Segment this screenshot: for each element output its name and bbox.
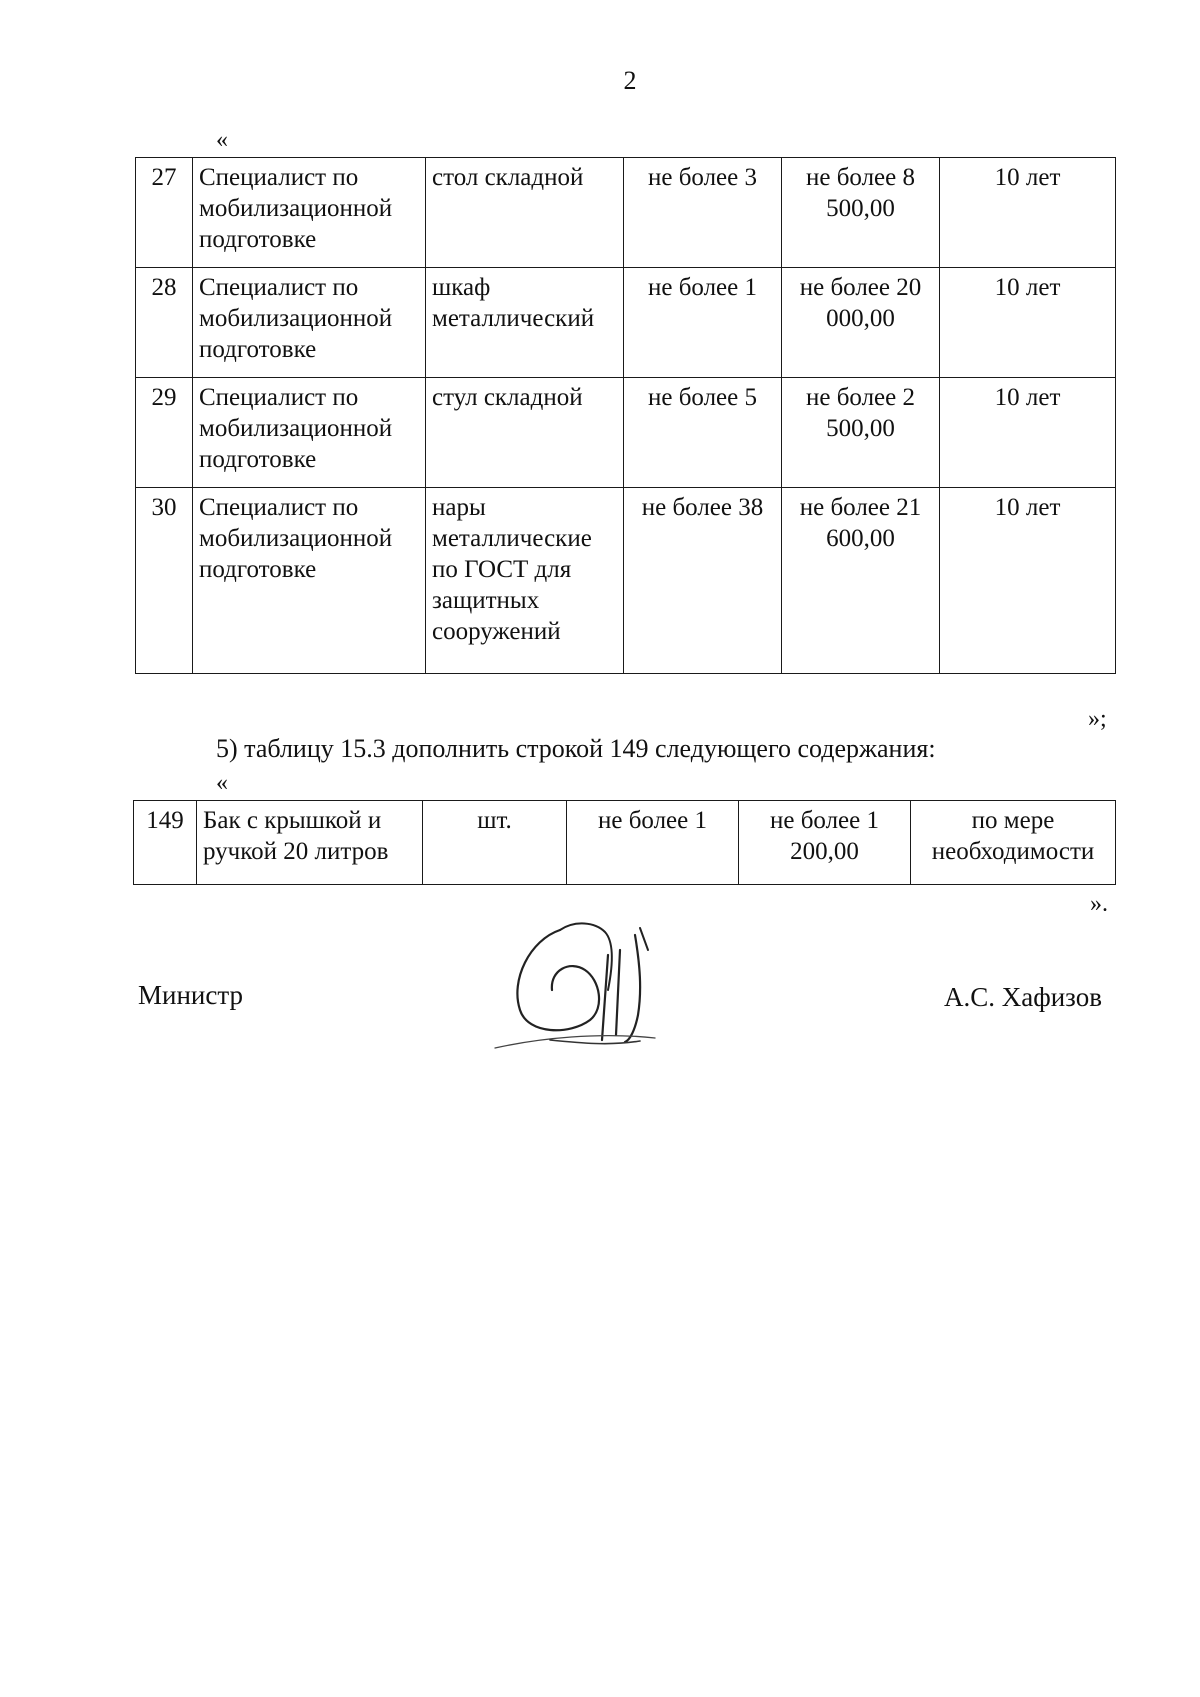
price-cell: не более 2 500,00 [782,378,940,488]
row-number: 149 [134,801,197,885]
closing-quote-mark: ». [1090,891,1108,917]
price-cell: не более 8 500,00 [782,158,940,268]
item-cell: шкаф металлический [426,268,624,378]
term-cell: по мере необходимости [911,801,1116,885]
price-cell: не более 21 600,00 [782,488,940,674]
row-number: 28 [136,268,193,378]
item-cell: нары металлические по ГОСТ для защитных сооружений [426,488,624,674]
term-cell: 10 лет [940,378,1116,488]
quantity-cell: не более 1 [624,268,782,378]
page-number: 2 [623,66,637,95]
position-cell: Специалист по мобилизационной подготовке [193,488,426,674]
signatory-title: Министр [138,980,243,1010]
unit-cell: шт. [423,801,567,885]
row-number: 27 [136,158,193,268]
row-number: 30 [136,488,193,674]
quantity-cell: не более 38 [624,488,782,674]
price-cell: не более 20 000,00 [782,268,940,378]
opening-quote-mark: « [216,770,228,796]
handwritten-signature [490,910,690,1060]
item-cell: стол складной [426,158,624,268]
instruction-text: 5) таблицу 15.3 дополнить строкой 149 следующего содержания: [216,734,936,763]
term-cell: 10 лет [940,158,1116,268]
table-row [136,268,1116,378]
position-cell: Специалист по мобилизационной подготовке [193,268,426,378]
price-cell: не более 1 200,00 [739,801,911,885]
table-row [136,378,1116,488]
addition-table [133,800,1116,885]
term-cell: 10 лет [940,268,1116,378]
position-cell: Специалист по мобилизационной подготовке [193,378,426,488]
signatory-name: А.С. Хафизов [944,982,1102,1012]
quantity-cell: не более 3 [624,158,782,268]
table-row [136,158,1116,268]
closing-quote-mark: »; [1088,706,1107,732]
quantity-cell: не более 5 [624,378,782,488]
table-row [136,488,1116,674]
quantity-cell: не более 1 [567,801,739,885]
opening-quote-mark: « [216,127,228,153]
item-cell: стул складной [426,378,624,488]
term-cell: 10 лет [940,488,1116,674]
row-number: 29 [136,378,193,488]
position-cell: Специалист по мобилизационной подготовке [193,158,426,268]
table-row [134,801,1116,885]
equipment-table [135,157,1116,674]
item-cell: Бак с крышкой и ручкой 20 литров [197,801,423,885]
